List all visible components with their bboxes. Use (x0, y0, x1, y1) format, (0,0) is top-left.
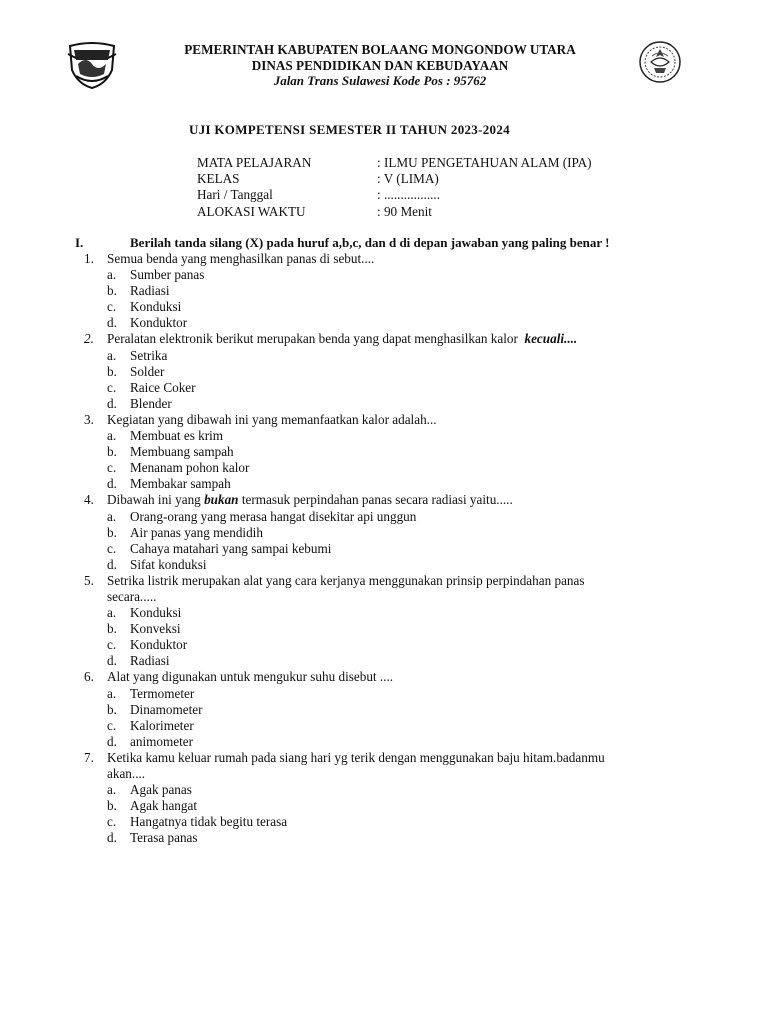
info-value: : 90 Menit (377, 203, 432, 219)
question (84, 573, 694, 605)
option-text: Termometer (130, 685, 195, 701)
section-number: I. (75, 235, 84, 250)
question-text-before: Dibawah ini yang (107, 492, 205, 508)
option-letter: d. (107, 556, 117, 572)
option-text: Radiasi (130, 653, 170, 669)
option-text: Konduksi (130, 605, 182, 621)
answer-option[interactable] (84, 718, 694, 734)
letterhead (120, 42, 640, 89)
tut-wuri-handayani-logo (638, 40, 682, 84)
question-number: 7. (84, 749, 94, 765)
answer-option[interactable] (84, 734, 694, 750)
option-text: Konveksi (130, 621, 181, 637)
department-name: DINAS PENDIDIKAN DAN KEBUDAYAAN (251, 57, 509, 73)
option-text: Sifat konduksi (130, 556, 207, 572)
option-letter: b. (107, 524, 117, 540)
option-letter: d. (107, 476, 117, 492)
option-letter: c. (107, 379, 117, 395)
question-text-after: termasuk perpindahan panas secara radiasi yaitu..... (238, 492, 513, 508)
option-letter: d. (107, 733, 117, 749)
option-text: Cahaya matahari yang sampai kebumi (130, 540, 332, 556)
option-text: Setrika (130, 347, 168, 363)
question (84, 492, 694, 508)
info-label: Hari / Tanggal (197, 187, 273, 203)
question-text-line1: Ketika kamu keluar rumah pada siang hari yg terik dengan menggunakan baju hitam.badanmu (107, 749, 605, 765)
government-name: PEMERINTAH KABUPATEN BOLAANG MONGONDOW UTARA (184, 42, 576, 57)
question-text: Semua benda yang menghasilkan panas di sebut.... (107, 251, 375, 266)
option-letter: c. (107, 814, 117, 830)
option-letter: a. (107, 782, 117, 798)
option-letter: d. (107, 315, 117, 331)
option-text: Blender (130, 395, 172, 411)
info-label: KELAS (197, 171, 240, 187)
option-text: Kalorimeter (130, 717, 194, 733)
option-letter: c. (107, 460, 117, 476)
answer-option[interactable] (84, 299, 694, 315)
info-row (197, 204, 592, 220)
option-text: Radiasi (130, 283, 170, 299)
question (84, 251, 694, 267)
option-text: Air panas yang mendidih (130, 524, 263, 540)
option-letter: d. (107, 830, 117, 846)
answer-option[interactable] (84, 798, 694, 814)
answer-option[interactable] (84, 396, 694, 412)
answer-option[interactable] (84, 428, 694, 444)
answer-option[interactable] (84, 283, 694, 299)
answer-option[interactable] (84, 348, 694, 364)
option-letter: c. (107, 299, 117, 315)
option-text: Sumber panas (130, 267, 205, 283)
option-letter: a. (107, 685, 117, 701)
option-letter: b. (107, 363, 117, 379)
option-text: Konduktor (130, 637, 188, 653)
option-letter: d. (107, 395, 117, 411)
option-letter: a. (107, 428, 117, 444)
option-text: Membakar sampah (130, 476, 231, 492)
answer-option[interactable] (84, 702, 694, 718)
answer-option[interactable] (84, 267, 694, 283)
answer-option[interactable] (84, 653, 694, 669)
question (84, 331, 694, 347)
exam-info (197, 155, 592, 220)
option-text: Agak panas (130, 782, 192, 798)
answer-option[interactable] (84, 686, 694, 702)
option-letter: b. (107, 798, 117, 814)
option-text: Solder (130, 363, 165, 379)
answer-option[interactable] (84, 637, 694, 653)
answer-option[interactable] (84, 830, 694, 846)
option-letter: c. (107, 637, 117, 653)
exam-title: UJI KOMPETENSI SEMESTER II TAHUN 2023-2024 (189, 122, 510, 137)
option-text: Membuang sampah (130, 444, 234, 460)
question-text-line1: Setrika listrik merupakan alat yang cara kerjanya menggunakan prinsip perpindahan panas (107, 572, 585, 588)
question-text: Alat yang digunakan untuk mengukur suhu disebut .... (107, 669, 394, 685)
option-letter: a. (107, 347, 117, 363)
regency-logo (66, 40, 118, 90)
option-letter: c. (107, 717, 117, 733)
question-number: 2. (84, 331, 94, 347)
question-text (107, 492, 694, 508)
answer-option[interactable] (84, 509, 694, 525)
option-text: Hangatnya tidak begitu terasa (130, 814, 288, 830)
address: Jalan Trans Sulawesi Kode Pos : 95762 (273, 73, 487, 88)
answer-option[interactable] (84, 364, 694, 380)
option-text: Konduksi (130, 299, 182, 315)
answer-option[interactable] (84, 460, 694, 476)
option-letter: c. (107, 540, 117, 556)
question-text-main: Peralatan elektronik berikut merupakan benda yang dapat menghasilkan kalor (107, 331, 525, 347)
instruction-text: Berilah tanda silang (X) pada huruf a,b,c, dan d di depan jawaban yang paling benar ! (130, 235, 610, 250)
option-letter: b. (107, 283, 117, 299)
option-letter: d. (107, 653, 117, 669)
answer-option[interactable] (84, 525, 694, 541)
answer-option[interactable] (84, 444, 694, 460)
question-text (107, 331, 694, 347)
option-letter: a. (107, 605, 117, 621)
question (84, 750, 694, 782)
option-text: Konduktor (130, 315, 188, 331)
question-text-line2: akan.... (107, 766, 146, 781)
question-number: 1. (84, 251, 94, 266)
question-emphasis: kecuali.... (524, 331, 578, 347)
question-number: 4. (84, 492, 94, 508)
question-list (84, 251, 694, 846)
option-letter: b. (107, 444, 117, 460)
option-text: Dinamometer (130, 701, 203, 717)
section-instruction (75, 235, 609, 251)
info-row (197, 155, 592, 171)
question-number: 3. (84, 411, 94, 427)
answer-option[interactable] (84, 814, 694, 830)
option-letter: a. (107, 508, 117, 524)
option-letter: b. (107, 701, 117, 717)
answer-option[interactable] (84, 605, 694, 621)
option-letter: b. (107, 621, 117, 637)
option-text: Membuat es krim (130, 428, 224, 444)
info-value: : ................. (377, 187, 441, 203)
question-emphasis: bukan (204, 492, 239, 508)
question-number: 6. (84, 669, 94, 685)
question-text: Kegiatan yang dibawah ini yang memanfaatkan kalor adalah... (107, 411, 437, 427)
option-text: animometer (130, 733, 193, 749)
option-text: Raice Coker (130, 379, 196, 395)
option-text: Agak hangat (130, 798, 198, 814)
info-row (197, 171, 592, 187)
answer-option[interactable] (84, 782, 694, 798)
question-number: 5. (84, 572, 94, 588)
info-label: MATA PELAJARAN (197, 155, 312, 170)
answer-option[interactable] (84, 541, 694, 557)
info-row (197, 187, 592, 203)
question (84, 412, 694, 428)
info-value: : V (LIMA) (377, 171, 439, 187)
answer-option[interactable] (84, 557, 694, 573)
option-letter: a. (107, 267, 117, 283)
option-text: Orang-orang yang merasa hangat disekitar api unggun (130, 508, 417, 524)
info-label: ALOKASI WAKTU (197, 203, 306, 219)
option-text: Menanam pohon kalor (130, 460, 250, 476)
question-text-line2: secara..... (107, 588, 157, 604)
option-text: Terasa panas (130, 830, 198, 846)
info-value: : ILMU PENGETAHUAN ALAM (IPA) (377, 155, 592, 170)
question (84, 669, 694, 685)
answer-option[interactable] (84, 476, 694, 492)
answer-option[interactable] (84, 380, 694, 396)
answer-option[interactable] (84, 315, 694, 331)
question-text (107, 573, 694, 605)
question-text (107, 750, 694, 782)
answer-option[interactable] (84, 621, 694, 637)
